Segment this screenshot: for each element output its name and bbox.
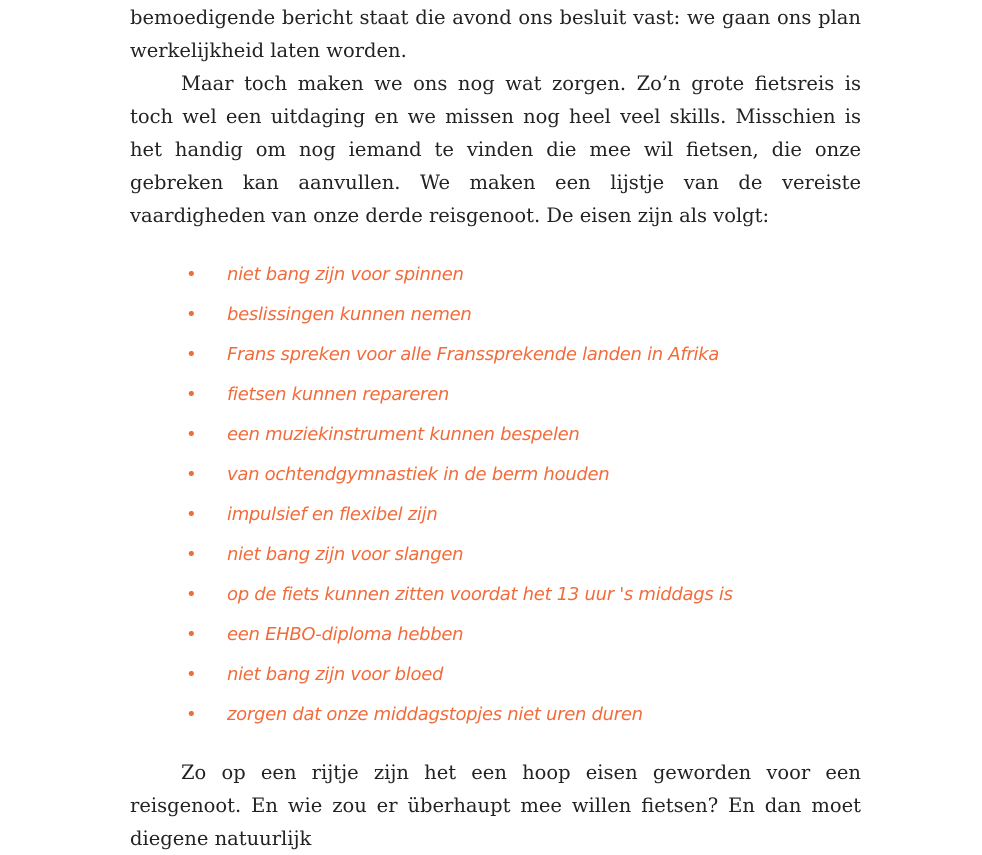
list-item <box>130 295 861 335</box>
bullet-icon: • <box>186 664 197 685</box>
bullet-icon: • <box>186 584 197 605</box>
list-item-text: een EHBO-diploma hebben <box>227 624 464 645</box>
bullet-icon: • <box>186 624 197 645</box>
list-item <box>130 415 861 455</box>
list-item <box>130 575 861 615</box>
list-item <box>130 655 861 695</box>
bullet-icon: • <box>186 344 197 365</box>
list-item-text: impulsief en flexibel zijn <box>227 504 438 525</box>
bullet-icon: • <box>186 464 197 485</box>
paragraph: Maar toch maken we ons nog wat zorgen. Zo’n grote fietsreis is toch wel een uitdaging en we missen nog heel veel skills. Misschien is het handig om nog iemand te vinden die mee wil fietsen, die onze gebreken kan aanvullen. We maken een lijstje van de vereiste vaardigheden van onze derde reisgenoot. De eisen zijn als volgt: <box>130 72 861 227</box>
list-item <box>130 695 861 735</box>
paragraph: Zo op een rijtje zijn het een hoop eisen geworden voor een reisgenoot. En wie zou er überhaupt mee willen fietsen? En dan moet diegene natuurlijk <box>130 761 861 850</box>
document-page <box>130 0 861 855</box>
list-item-text: fietsen kunnen repareren <box>227 384 449 405</box>
list-item-text: niet bang zijn voor slangen <box>227 544 464 565</box>
list-item <box>130 455 861 495</box>
bullet-icon: • <box>186 264 197 285</box>
list-item-text: op de fiets kunnen zitten voordat het 13 uur 's middags is <box>227 584 733 605</box>
list-item-text: niet bang zijn voor bloed <box>227 664 444 685</box>
list-item-text: een muziekinstrument kunnen bespelen <box>227 424 580 445</box>
bullet-icon: • <box>186 304 197 325</box>
list-item-text: zorgen dat onze middagstopjes niet uren duren <box>227 704 643 725</box>
list-item-text: van ochtendgymnastiek in de berm houden <box>227 464 610 485</box>
list-item-text: niet bang zijn voor spinnen <box>227 264 464 285</box>
paragraph: bemoedigende bericht staat die avond ons besluit vast: we gaan ons plan werkelijkheid laten worden. <box>130 6 861 62</box>
list-item <box>130 495 861 535</box>
bullet-icon: • <box>186 424 197 445</box>
list-item <box>130 615 861 655</box>
list-item <box>130 375 861 415</box>
bullet-icon: • <box>186 704 197 725</box>
bullet-icon: • <box>186 544 197 565</box>
list-item <box>130 335 861 375</box>
list-item <box>130 255 861 295</box>
bullet-icon: • <box>186 384 197 405</box>
list-item-text: Frans spreken voor alle Franssprekende landen in Afrika <box>227 344 720 365</box>
list-item <box>130 535 861 575</box>
requirements-list <box>130 255 861 735</box>
list-item-text: beslissingen kunnen nemen <box>227 304 472 325</box>
bullet-icon: • <box>186 504 197 525</box>
